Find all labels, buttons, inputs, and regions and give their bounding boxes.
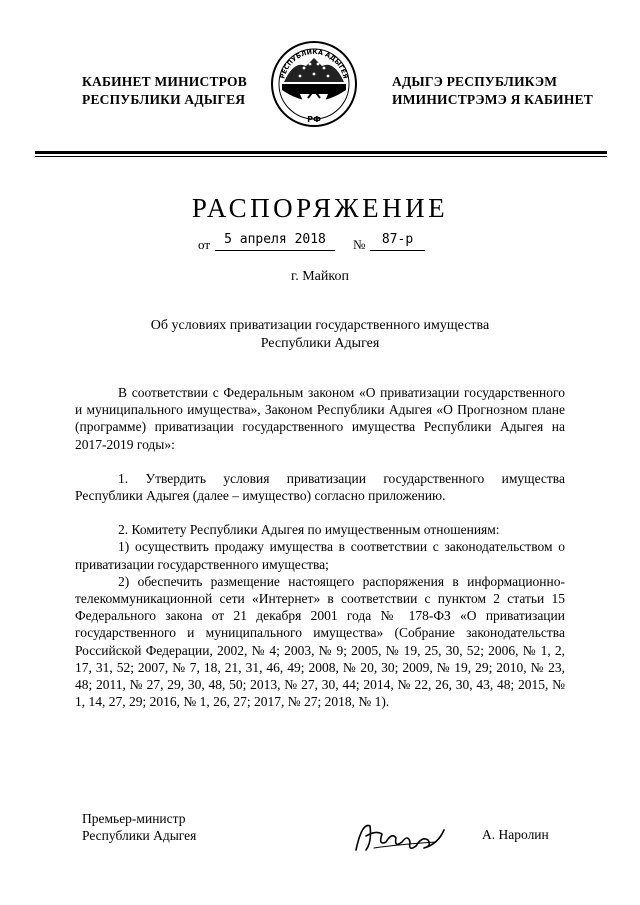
number-label: № [353,237,366,252]
document-body [75,384,565,710]
coat-of-arms-emblem [270,38,358,130]
emblem-top-text: РЕСПУБЛИКА АДЫГЕЯ [278,47,350,80]
issuer-adyghe-line2: ИМИНИСТРЭМЭ Я КАБИНЕТ [392,92,593,107]
item-2-2-paragraph: 2) обеспечить размещение настоящего распоряжения в информационно-телекоммуникационной сети «Интернет» в соответствии с пунктом 2 статьи 15 Федерального закона от 21 декабря 2001 года № 178-ФЗ «О приватизации государственного и муниципального имущества» (Собрание законодательства Российской Федерации, 2002, № 4; 2003, № 9; 2005, № 19, 25, 30, 52; 2006, № 1, 2, 17, 31, 52; 2007, № 7, 18, 21, 31, 46, 49; 2008, № 20, 30; 2009, № 19, 29; 2010, № 23, 48; 2011, № 27, 29, 30, 48, 50; 2013, № 27, 30, 44; 2014, № 22, 26, 30, 43, 48; 2015, № 1, 14, 27, 29; 2016, № 1, 26, 27; 2017, № 27; 2018, № 1). [75,573,565,710]
document-subject [0,317,640,353]
issuer-russian [82,73,247,109]
signatory-position-line1: Премьер-министр [82,811,186,826]
number-value: 87-р [370,232,425,251]
item-2-1-paragraph: 1) осуществить продажу имущества в соответствии с законодательством о приватизации государственного имущества; [75,539,565,572]
emblem-bottom-text: РФ [307,115,321,124]
issuer-russian-line1: КАБИНЕТ МИНИСТРОВ [82,74,247,89]
header-rule-thick [35,151,607,154]
subject-line2: Республики Адыгея [260,336,380,351]
handwritten-signature [352,812,452,858]
item-1-paragraph: 1. Утвердить условия приватизации государственного имущества Республики Адыгея (далее – имущество) согласно приложению. [75,470,565,504]
issuer-adyghe-line1: АДЫГЭ РЕСПУБЛИКЭМ [392,74,558,89]
subject-line1: Об условиях приватизации государственного имущества [150,318,490,333]
signatory-name: А. Наролин [482,827,549,842]
date-from-label: от [198,237,211,252]
document-title: РАСПОРЯЖЕНИЕ [191,193,449,223]
item-2-paragraph: 2. Комитету Республики Адыгея по имущественным отношениям: [118,522,500,538]
city: г. Майкоп [291,269,349,284]
date-value: 5 апреля 2018 [215,232,335,251]
preamble-paragraph: В соответствии с Федеральным законом «О приватизации государственного и муниципального имущества», Законом Республики Адыгея «О Прогнозном плане (программе) приватизации государственного имущества Республики Адыгея на 2017-2019 годы»: [75,385,565,452]
signatory-position [82,810,196,844]
issuer-russian-line2: РЕСПУБЛИКИ АДЫГЕЯ [82,92,246,107]
header-rule-thin [35,156,607,157]
date-number-line [0,232,640,258]
signatory-position-line2: Республики Адыгея [82,828,197,843]
issuer-adyghe [392,73,593,109]
